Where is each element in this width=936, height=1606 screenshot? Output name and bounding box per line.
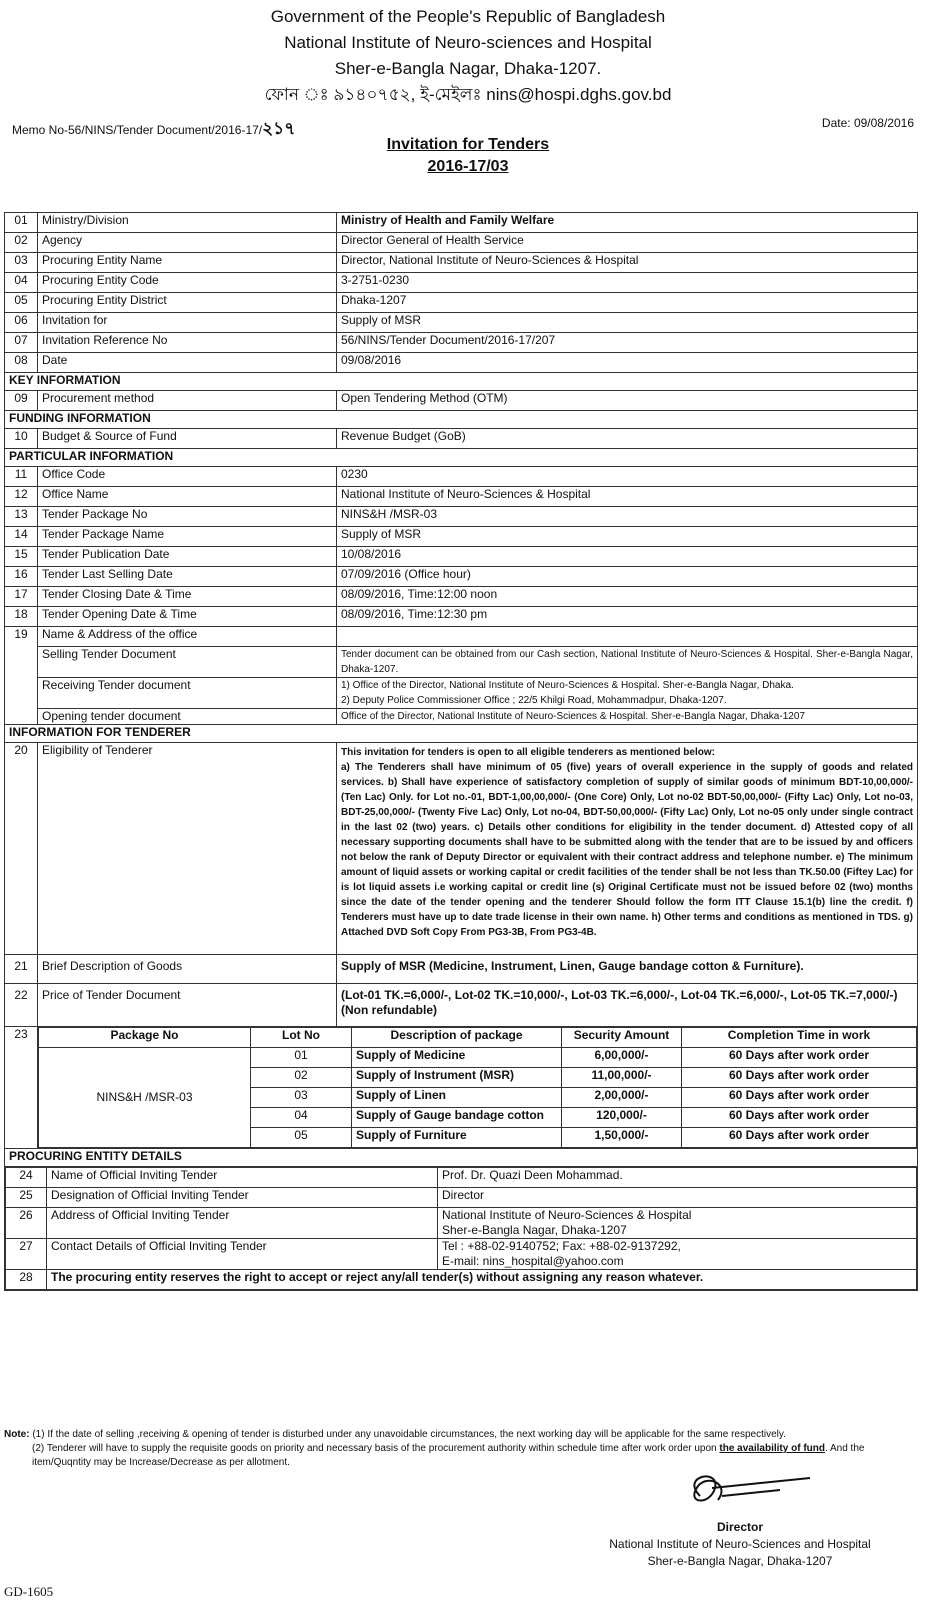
table-row: Receiving Tender document 1) Office of the Director, National Institute of Neuro-Sciences & Hospital. Sher-e-Bangla Nagar, Dhaka. 2) Deputy Police Commissioner Office ; 22/5 Khilgi Road, Mohammadpur, Dhaka-1207. [5, 678, 918, 709]
memo-text: Memo No-56/NINS/Tender Document/2016-17/ [12, 123, 263, 137]
package-number: NINS&H /MSR-03 [39, 1048, 251, 1148]
section-procuring-entity-details: PROCURING ENTITY DETAILS [5, 1149, 918, 1167]
table-row: 25 Designation of Official Inviting Tender Director [6, 1188, 917, 1208]
table-row: 24 Name of Official Inviting Tender Prof. Dr. Quazi Deen Mohammad. [6, 1168, 917, 1188]
package-row: 02 Supply of Instrument (MSR) 11,00,000/- 60 Days after work order [39, 1068, 917, 1088]
header-contact: ফোন ঃ ৯১৪০৭৫২, ই-মেইলঃ nins@hospi.dghs.gov.bd [264, 85, 672, 104]
table-row: 03 Procuring Entity Name Director, National Institute of Neuro-Sciences & Hospital [5, 253, 918, 273]
header-institute: National Institute of Neuro-sciences and Hospital [284, 33, 652, 52]
receiving-office-2: 2) Deputy Police Commissioner Office ; 22/5 Khilgi Road, Mohammadpur, Dhaka-1207. [341, 695, 727, 706]
table-row: 06 Invitation for Supply of MSR [5, 313, 918, 333]
header-government: Government of the People's Republic of Bangladesh [270, 7, 666, 26]
table-row: 05 Procuring Entity District Dhaka-1207 [5, 293, 918, 313]
table-row: 08 Date 09/08/2016 [5, 353, 918, 373]
signatory-office: National Institute of Neuro-Sciences and Hospital [609, 1537, 871, 1551]
table-row: 19 Name & Address of the office [5, 627, 918, 647]
table-row [5, 1167, 918, 1291]
memo-handwritten: ২১৭ [262, 119, 296, 139]
package-row: 04 Supply of Gauge bandage cotton 120,000/- 60 Days after work order [39, 1108, 917, 1128]
table-row: 28 The procuring entity reserves the right to accept or reject any/all tender(s) without assigning any reason whatever. [6, 1270, 917, 1290]
signatory-address: Sher-e-Bangla Nagar, Dhaka-1207 [647, 1554, 833, 1568]
footer-code: GD-1605 [4, 1584, 54, 1599]
note-1: (1) If the date of selling ,receiving & opening of tender is disturbed under any unavoidable circumstances, the next working day will be applicable for the same respectively. [32, 1429, 786, 1440]
tender-table [4, 212, 918, 1291]
signature-block [570, 1466, 910, 1570]
table-row: 27 Contact Details of Official Inviting Tender Tel : +88-02-9140752; Fax: +88-02-9137292, E-mail: nins_hospital@yahoo.com [6, 1239, 917, 1270]
table-row: 09 Procurement method Open Tendering Method (OTM) [5, 391, 918, 411]
table-row: 22 Price of Tender Document (Lot-01 TK.=6,000/-, Lot-02 TK.=10,000/-, Lot-03 TK.=6,000/-, Lot-04 TK.=6,000/-, Lot-05 TK.=7,000/-) (Non refundable) [5, 984, 918, 1027]
package-row: 05 Supply of Furniture 1,50,000/- 60 Days after work order [39, 1128, 917, 1148]
letterhead [0, 4, 936, 108]
section-key-information: KEY INFORMATION [5, 373, 918, 391]
table-row: 23 Package No Lot No Description of package Security Amount Completion Time in work NINS&H /MSR-03 01 Supply of Medicine 6,00,000/- 60 Days after work order 02 Supply of Instrument (MSR) 11,00,000/- 60 Days after work order 03 Supply of Linen 2,00,000/- 60 Days after work order 04 Supply of Gauge bandage cotton 120,000/- 60 Days after work order 05 Supply of Furniture 1,50,000/- 60 Days after work order [5, 1027, 918, 1149]
header-address: Sher-e-Bangla Nagar, Dhaka-1207. [334, 59, 602, 78]
table-row: 15 Tender Publication Date 10/08/2016 [5, 547, 918, 567]
signature-image [660, 1466, 820, 1514]
package-header-row: Package No Lot No Description of package Security Amount Completion Time in work [39, 1028, 917, 1048]
table-row: 17 Tender Closing Date & Time 08/09/2016, Time:12:00 noon [5, 587, 918, 607]
note-2: (2) Tenderer will have to supply the requisite goods on priority and necessary basis of the procurement authority within schedule time after work order upon the availability of fund. And the item/Quqntity may be Increase/Decrease as per allotment. [32, 1443, 865, 1468]
memo-number [12, 116, 295, 144]
package-row: 03 Supply of Linen 2,00,000/- 60 Days after work order [39, 1088, 917, 1108]
notes [4, 1428, 914, 1470]
receiving-office-1: 1) Office of the Director, National Institute of Neuro-Sciences & Hospital. Sher-e-Bangla Nagar, Dhaka. [341, 680, 794, 691]
table-row: 07 Invitation Reference No 56/NINS/Tender Document/2016-17/207 [5, 333, 918, 353]
table-row: 12 Office Name National Institute of Neuro-Sciences & Hospital [5, 487, 918, 507]
table-row: 11 Office Code 0230 [5, 467, 918, 487]
table-row: 18 Tender Opening Date & Time 08/09/2016, Time:12:30 pm [5, 607, 918, 627]
table-row: Opening tender document Office of the Director, National Institute of Neuro-Sciences & Hospital. Sher-e-Bangla Nagar, Dhaka-1207 [5, 709, 918, 725]
memo-row [0, 112, 936, 139]
table-row: Selling Tender Document Tender document can be obtained from our Cash section, National Institute of Neuro-Sciences & Hospital. Sher-e-Bangla Nagar, Dhaka-1207. [5, 647, 918, 678]
section-particular-information: PARTICULAR INFORMATION [5, 449, 918, 467]
procuring-table [5, 1167, 917, 1290]
notes-label: Note: [4, 1429, 30, 1440]
table-row: 21 Brief Description of Goods Supply of MSR (Medicine, Instrument, Linen, Gauge bandage cotton & Furniture). [5, 955, 918, 984]
signatory-title: Director [716, 1520, 763, 1534]
title-number: 2016-17/03 [427, 158, 509, 175]
section-information-for-tenderer: INFORMATION FOR TENDERER [5, 725, 918, 743]
memo-date: Date: 09/08/2016 [821, 116, 914, 130]
eligibility-text: This invitation for tenders is open to all eligible tenderers as mentioned below: a) The Tenderers shall have minimum of 05 (five) years of overall experience in the supply of goods and related services. b) Shall have experience of satisfactory completion of supply of similar goods of minimum BDT-10,00,000/- (Ten Lac) Only. for Lot no.-01, BDT-1,00,00,000/- (One Core) Only, Lot no-02 BDT-50,00,000/- (Fifty Lac) Only, Lot no-03, BDT-25,00,000/- (Twenty Five Lac) Only, Lot no-04, BDT-50,00,000/- (Fifty Lac) Only, Lot no-05 only under single contract in the last 02 (two) years. c) Details other conditions for eligibility in the tender document. d) Attested copy of all necessary supporting documents shall have to be submitted along with the tender that are to be issued by and officers not below the rank of Deputy Director or equivalent with their contract address and telephone number. e) The minimum amount of liquid assets or working capital or credit facilities of the tender shall be not less than TK.50.00 (Fiftey Lac) for is lot liquid assets i.e working capital or credit line (s) Original Certificate must not be issued before 02 (two) months since the date of the tender opening and the tenderer Should follow the form ITT Clause 15.1(b) line the credit. f) Tenderers must have up to date trade license in their own name. h) Other terms and conditions as mentioned in TDS. g) Attached DVD Soft Copy From PG3-3B, From PG3-4B. [337, 743, 918, 955]
table-row: 04 Procuring Entity Code 3-2751-0230 [5, 273, 918, 293]
table-row: 01 Ministry/Division Ministry of Health and Family Welfare [5, 213, 918, 233]
table-row: 14 Tender Package Name Supply of MSR [5, 527, 918, 547]
table-row: 20 Eligibility of Tenderer This invitation for tenders is open to all eligible tenderers as mentioned below: a) The Tenderers shall have minimum of 05 (five) years of overall experience in the supply of goods and related services. b) Shall have experience of satisfactory completion of supply of similar goods of minimum BDT-10,00,000/- (Ten Lac) Only. for Lot no.-01, BDT-1,00,00,000/- (One Core) Only, Lot no-02 BDT-50,00,000/- (Fifty Lac) Only, Lot no-03, BDT-25,00,000/- (Twenty Five Lac) Only, Lot no-04, BDT-50,00,000/- (Fifty Lac) Only, Lot no-05 only under single contract in the last 02 (two) years. c) Details other conditions for eligibility in the tender document. d) Attested copy of all necessary supporting documents shall have to be submitted along with the tender that are to be issued by and officers not below the rank of Deputy Director or equivalent with their contract address and telephone number. e) The minimum amount of liquid assets or working capital or credit facilities of the tender shall be not less than TK.50.00 (Fiftey Lac) for is lot liquid assets i.e working capital or credit line (s) Original Certificate must not be issued before 02 (two) months since the date of the tender opening and the tenderer Should follow the form ITT Clause 15.1(b) line the credit. f) Tenderers must have up to date trade license in their own name. h) Other terms and conditions as mentioned in TDS. g) Attached DVD Soft Copy From PG3-3B, From PG3-4B. [5, 743, 918, 955]
table-row: 16 Tender Last Selling Date 07/09/2016 (Office hour) [5, 567, 918, 587]
section-funding-information: FUNDING INFORMATION [5, 411, 918, 429]
table-row: 02 Agency Director General of Health Service [5, 233, 918, 253]
table-row: 13 Tender Package No NINS&H /MSR-03 [5, 507, 918, 527]
title-main: Invitation for Tenders [386, 136, 550, 153]
table-row: 26 Address of Official Inviting Tender National Institute of Neuro-Sciences & Hospital Sher-e-Bangla Nagar, Dhaka-1207 [6, 1208, 917, 1239]
table-row: 10 Budget & Source of Fund Revenue Budget (GoB) [5, 429, 918, 449]
package-table [38, 1027, 917, 1148]
package-row: NINS&H /MSR-03 01 Supply of Medicine 6,00,000/- 60 Days after work order [39, 1048, 917, 1068]
